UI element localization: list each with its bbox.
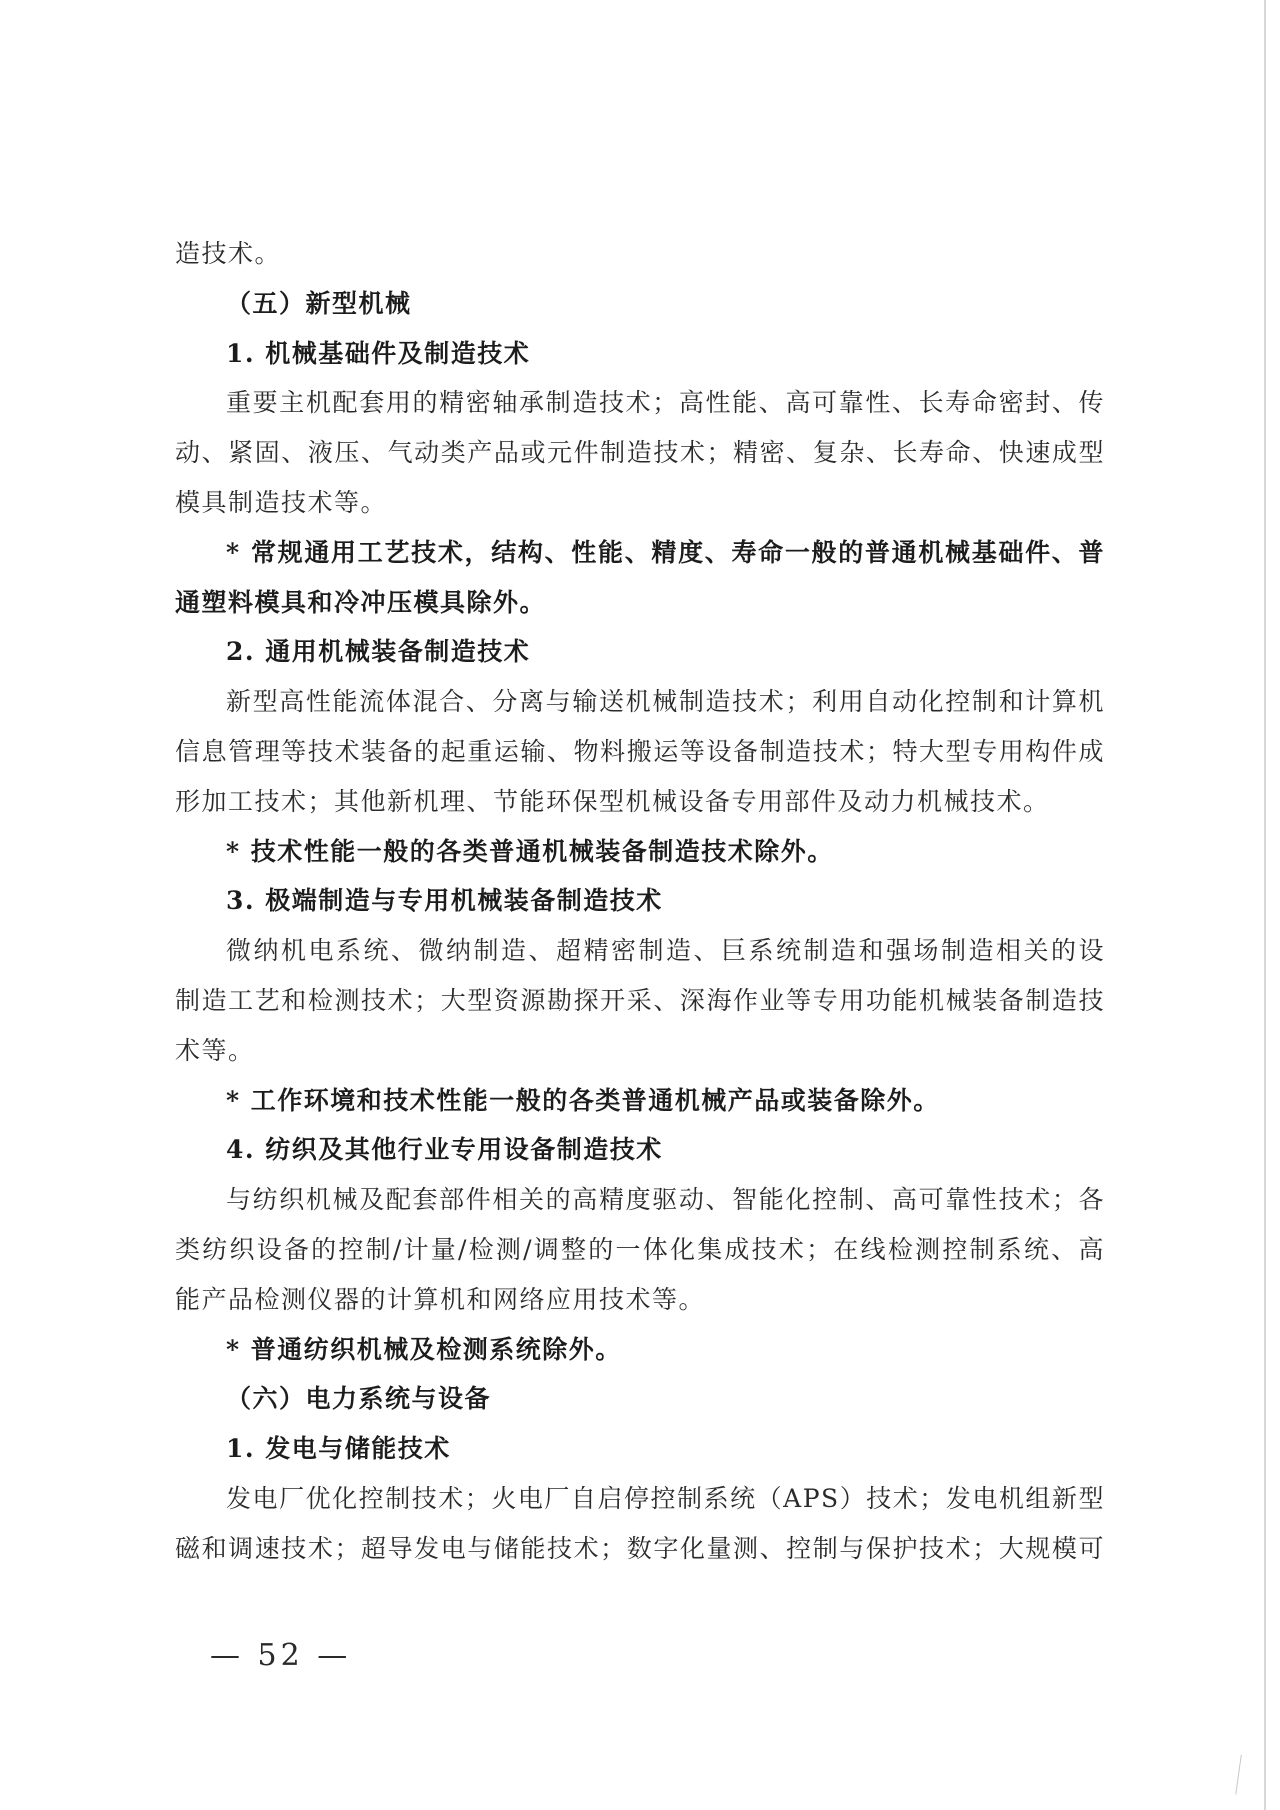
page-number: — 52 —	[210, 1638, 352, 1673]
text-line: 造技术。	[175, 239, 282, 268]
paragraph-line: 能产品检测仪器的计算机和网络应用技术等。	[175, 1284, 706, 1314]
page-edge	[1264, 0, 1266, 1810]
subsection-heading: 1. 发电与储能技术	[226, 1434, 451, 1464]
paragraph-line: 形加工技术；其他新机理、节能环保型机械设备专用部件及动力机械技术。	[175, 786, 1050, 816]
scan-mark	[1235, 1755, 1247, 1796]
subsection-heading: 1. 机械基础件及制造技术	[226, 338, 531, 368]
paragraph-line: 信息管理等技术装备的起重运输、物料搬运等设备制造技术；特大型专用构件成	[175, 736, 1105, 766]
subsection-heading: 2. 通用机械装备制造技术	[226, 637, 531, 667]
subsection-heading: 3. 极端制造与专用机械装备制造技术	[226, 886, 663, 916]
paragraph-line: 模具制造技术等。	[175, 487, 388, 517]
paragraph-line: 术等。	[175, 1035, 255, 1065]
subsection-heading: 4. 纺织及其他行业专用设备制造技术	[226, 1135, 663, 1165]
section-heading: （五）新型机械	[226, 288, 412, 318]
paragraph-line: 重要主机配套用的精密轴承制造技术；高性能、高可靠性、长寿命密封、传	[226, 388, 1105, 418]
paragraph-line: 发电厂优化控制技术；火电厂自启停控制系统（APS）技术；发电机组新型	[226, 1483, 1105, 1513]
paragraph-line: 微纳机电系统、微纳制造、超精密制造、巨系统制造和强场制造相关的设	[226, 936, 1105, 966]
paragraph-line: 磁和调速技术；超导发电与储能技术；数字化量测、控制与保护技术；大规模可	[175, 1533, 1105, 1563]
paragraph-line: 动、紧固、液压、气动类产品或元件制造技术；精密、复杂、长寿命、快速成型	[175, 438, 1105, 468]
exclusion-note: * 技术性能一般的各类普通机械装备制造技术除外。	[226, 836, 834, 866]
document-body	[175, 229, 1105, 1574]
paragraph-line: 与纺织机械及配套部件相关的高精度驱动、智能化控制、高可靠性技术；各	[226, 1185, 1105, 1215]
section-heading: （六）电力系统与设备	[226, 1384, 492, 1414]
paragraph-line: 类纺织设备的控制/计量/检测/调整的一体化集成技术；在线检测控制系统、高	[175, 1234, 1105, 1264]
exclusion-note: * 常规通用工艺技术，结构、性能、精度、寿命一般的普通机械基础件、普	[226, 537, 1105, 567]
exclusion-note: 通塑料模具和冷冲压模具除外。	[175, 587, 547, 617]
exclusion-note: * 工作环境和技术性能一般的各类普通机械产品或装备除外。	[226, 1085, 940, 1115]
paragraph-line: 制造工艺和检测技术；大型资源勘探开采、深海作业等专用功能机械装备制造技	[175, 985, 1105, 1015]
paragraph-line: 新型高性能流体混合、分离与输送机械制造技术；利用自动化控制和计算机	[226, 687, 1105, 717]
exclusion-note: * 普通纺织机械及检测系统除外。	[226, 1334, 622, 1364]
